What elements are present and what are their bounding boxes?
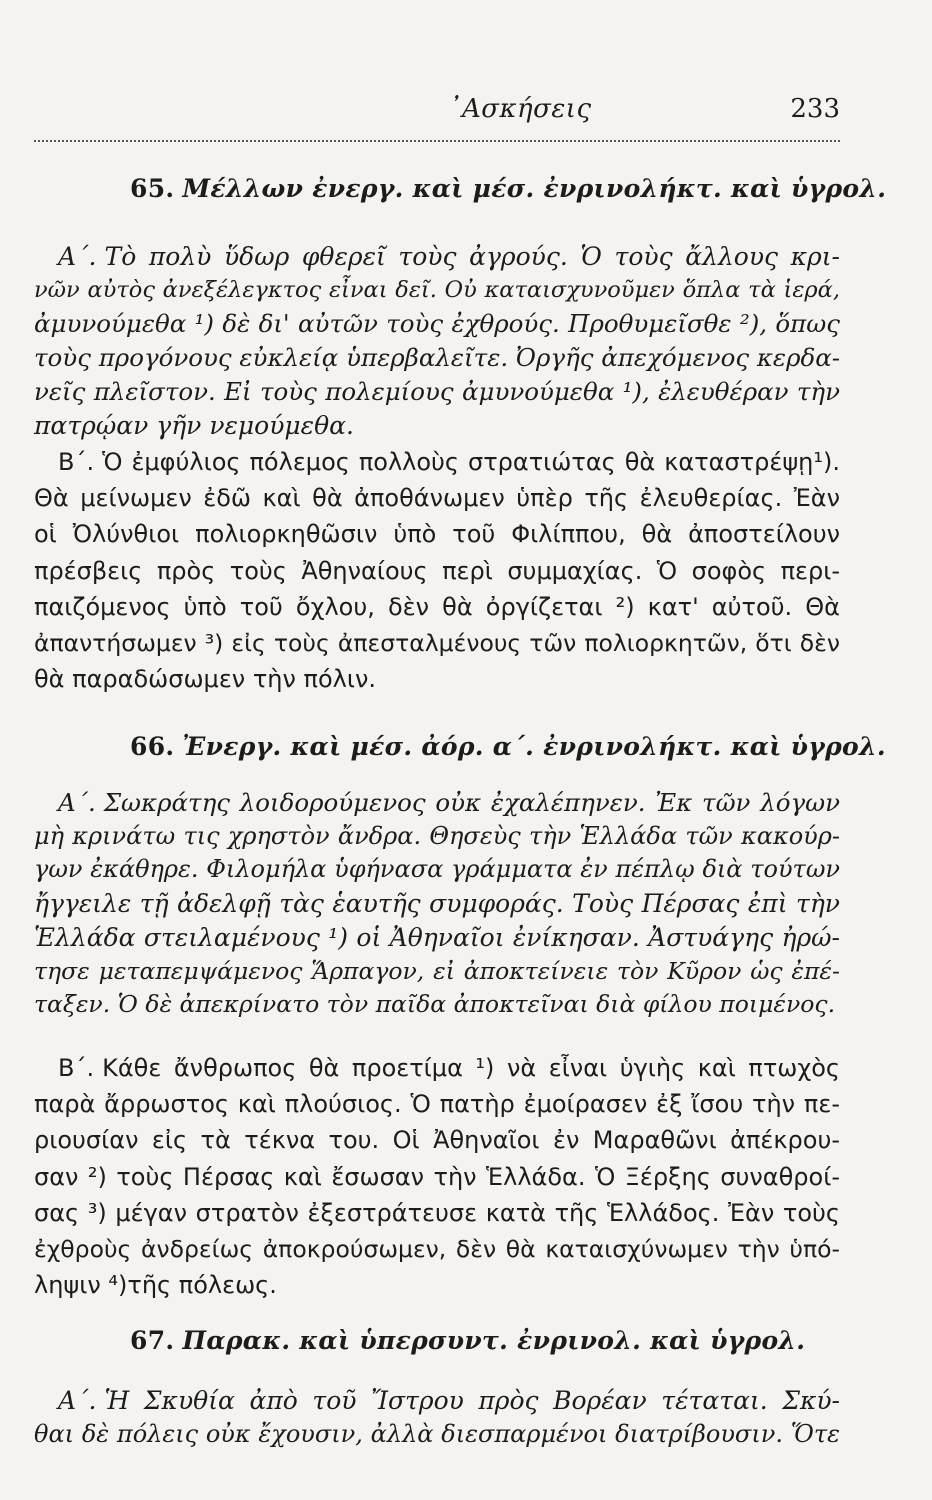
text-line: σας ³) μέγαν στρατὸν ἐξεστράτευσε κατὰ τῆς Ἑλλάδος. Ἐὰν τοὺς: [34, 1198, 840, 1227]
text-line: οἱ Ὀλύνθιοι πολιορκηθῶσιν ὑπὸ τοῦ Φιλίππου, θὰ ἀποστείλουν: [34, 520, 840, 549]
text-line: ἐχθροὺς ἀνδρείως ἀποκρούσωμεν, δὲν θὰ καταισχύνωμεν τὴν ὑπό-: [34, 1235, 840, 1264]
line-text: Κάθε ἄνθρωπος θὰ προετίμα ¹) νὰ εἶναι ὑγιὴς καὶ πτωχὸς: [102, 1054, 840, 1082]
text-line: παρὰ ἄρρωστος καὶ πλούσιος. Ὁ πατὴρ ἐμοίρασεν ἐξ ἴσου τὴν πε-: [34, 1090, 840, 1119]
header-divider: [34, 140, 840, 142]
text-line: πατρῴαν γῆν νεμούμεθα.: [34, 410, 354, 440]
page-number: 233: [790, 94, 840, 124]
text-line: ἀπαντήσωμεν ³) εἰς τοὺς ἀπεσταλμένους τῶν πολιορκητῶν, ὅτι δὲν: [34, 629, 840, 658]
text-line: ἀμυνούμεθα ¹) δὲ δι' αὐτῶν τοὺς ἐχθρούς. Προθυμεῖσθε ²), ὅπως: [34, 309, 840, 339]
text-line: νῶν αὐτὸς ἀνεξέλεγκτος εἶναι δεῖ. Οὐ καταισχυνοῦμεν ὅπλα τὰ ἱερά,: [34, 276, 840, 303]
section-number: 65.: [130, 174, 175, 203]
text-line: θαι δὲ πόλεις οὐκ ἔχουσιν, ἀλλὰ διεσπαρμένοι διατρίβουσιν. Ὅτε: [34, 1419, 840, 1448]
section-heading-67: [130, 1326, 805, 1355]
text-line: τησε μεταπεμψάμενος Ἅρπαγον, εἰ ἀποκτείνειε τὸν Κῦρον ὡς ἐπέ-: [34, 956, 840, 985]
text-line: ληψιν ⁴)τῆς πόλεως.: [34, 1271, 277, 1300]
section-title: Παρακ. καὶ ὑπερσυντ. ἐνρινολ. καὶ ὑγρολ.: [182, 1326, 806, 1355]
text-line: σαν ²) τοὺς Πέρσας καὶ ἔσωσαν τὴν Ἑλλάδα. Ὁ Ξέρξης συναθροί-: [34, 1162, 840, 1191]
text-line: [34, 444, 840, 480]
part-label: Β΄.: [58, 448, 95, 476]
part-label: Β΄.: [58, 1054, 95, 1082]
section-heading-66: [130, 732, 886, 761]
line-text: Ὁ ἐμφύλιος πόλεμος πολλοὺς στρατιώτας θὰ καταστρέψῃ¹).: [102, 448, 840, 476]
text-line: [34, 240, 840, 274]
text-line: Ἑλλάδα στειλαμένους ¹) οἱ Ἀθηναῖοι ἐνίκησαν. Ἀστυάγης ἠρώ-: [34, 922, 840, 952]
section-number: 66.: [130, 732, 175, 761]
text-line: θὰ παραδώσωμεν τὴν πόλιν.: [34, 665, 377, 694]
text-line: τοὺς προγόνους εὐκλείᾳ ὑπερβαλεῖτε. Ὀργῆς ἀπεχόμενος κερδα-: [34, 343, 841, 373]
exercise-65-a: [34, 240, 840, 442]
text-line: γων ἐκάθηρε. Φιλομήλα ὑφήνασα γράμματα ἐν πέπλῳ διὰ τούτων: [34, 855, 840, 884]
line-text: Τὸ πολὺ ὕδωρ φθερεῖ τοὺς ἀγρούς. Ὁ τοὺς ἄλλους κρι-: [104, 242, 840, 271]
exercise-67-a: [34, 1384, 840, 1451]
section-title: Ἐνεργ. καὶ μέσ. ἀόρ. α΄. ἐνρινολήκτ. καὶ ὑγρολ.: [182, 732, 886, 761]
text-line: ταξεν. Ὁ δὲ ἀπεκρίνατο τὸν παῖδα ἀποκτεῖναι διὰ φίλου ποιμένος.: [34, 990, 836, 1019]
section-title: Μέλλων ἐνεργ. καὶ μέσ. ἐνρινολήκτ. καὶ ὑγρολ.: [182, 174, 887, 203]
exercise-65-b: [34, 444, 840, 697]
part-label: Α΄.: [58, 1386, 97, 1415]
section-heading-65: [130, 174, 886, 203]
running-title: ᾿Ασκήσεις: [448, 94, 592, 124]
text-line: μὴ κρινάτω τις χρηστὸν ἄνδρα. Θησεὺς τὴν Ἑλλάδα τῶν κακούρ-: [34, 821, 840, 850]
line-text: Σωκράτης λοιδορούμενος οὐκ ἐχαλέπηνεν. Ἐκ τῶν λόγων: [103, 788, 840, 817]
text-line: Θὰ μείνωμεν ἐδῶ καὶ θὰ ἀποθάνωμεν ὑπὲρ τῆς ἐλευθερίας. Ἐὰν: [34, 484, 840, 513]
text-line: ἤγγειλε τῇ ἀδελφῇ τὰς ἑαυτῆς συμφοράς. Τοὺς Πέρσας ἐπὶ τὴν: [34, 889, 840, 919]
text-line: ριουσίαν εἰς τὰ τέκνα του. Οἱ Ἀθηναῖοι ἐν Μαραθῶνι ἀπέκρου-: [34, 1126, 840, 1155]
text-line: [34, 1050, 840, 1086]
text-line: [34, 1384, 840, 1418]
exercise-66-b: [34, 1050, 840, 1303]
part-label: Α΄.: [58, 788, 96, 817]
text-line: παιζόμενος ὑπὸ τοῦ ὄχλου, δὲν θὰ ὀργίζεται ²) κατ' αὐτοῦ. Θὰ: [34, 592, 840, 621]
section-number: 67.: [130, 1326, 175, 1355]
text-line: νεῖς πλεῖστον. Εἰ τοὺς πολεμίους ἀμυνούμεθα ¹), ἐλευθέραν τὴν: [34, 376, 840, 406]
part-label: Α΄.: [58, 242, 97, 271]
line-text: Ἡ Σκυθία ἀπὸ τοῦ Ἴστρου πρὸς Βορέαν τέταται. Σκύ-: [104, 1386, 840, 1415]
exercise-66-a: [34, 786, 840, 1022]
text-line: [34, 786, 840, 820]
text-line: πρέσβεις πρὸς τοὺς Ἀθηναίους περὶ συμμαχίας. Ὁ σοφὸς περι-: [34, 556, 840, 585]
